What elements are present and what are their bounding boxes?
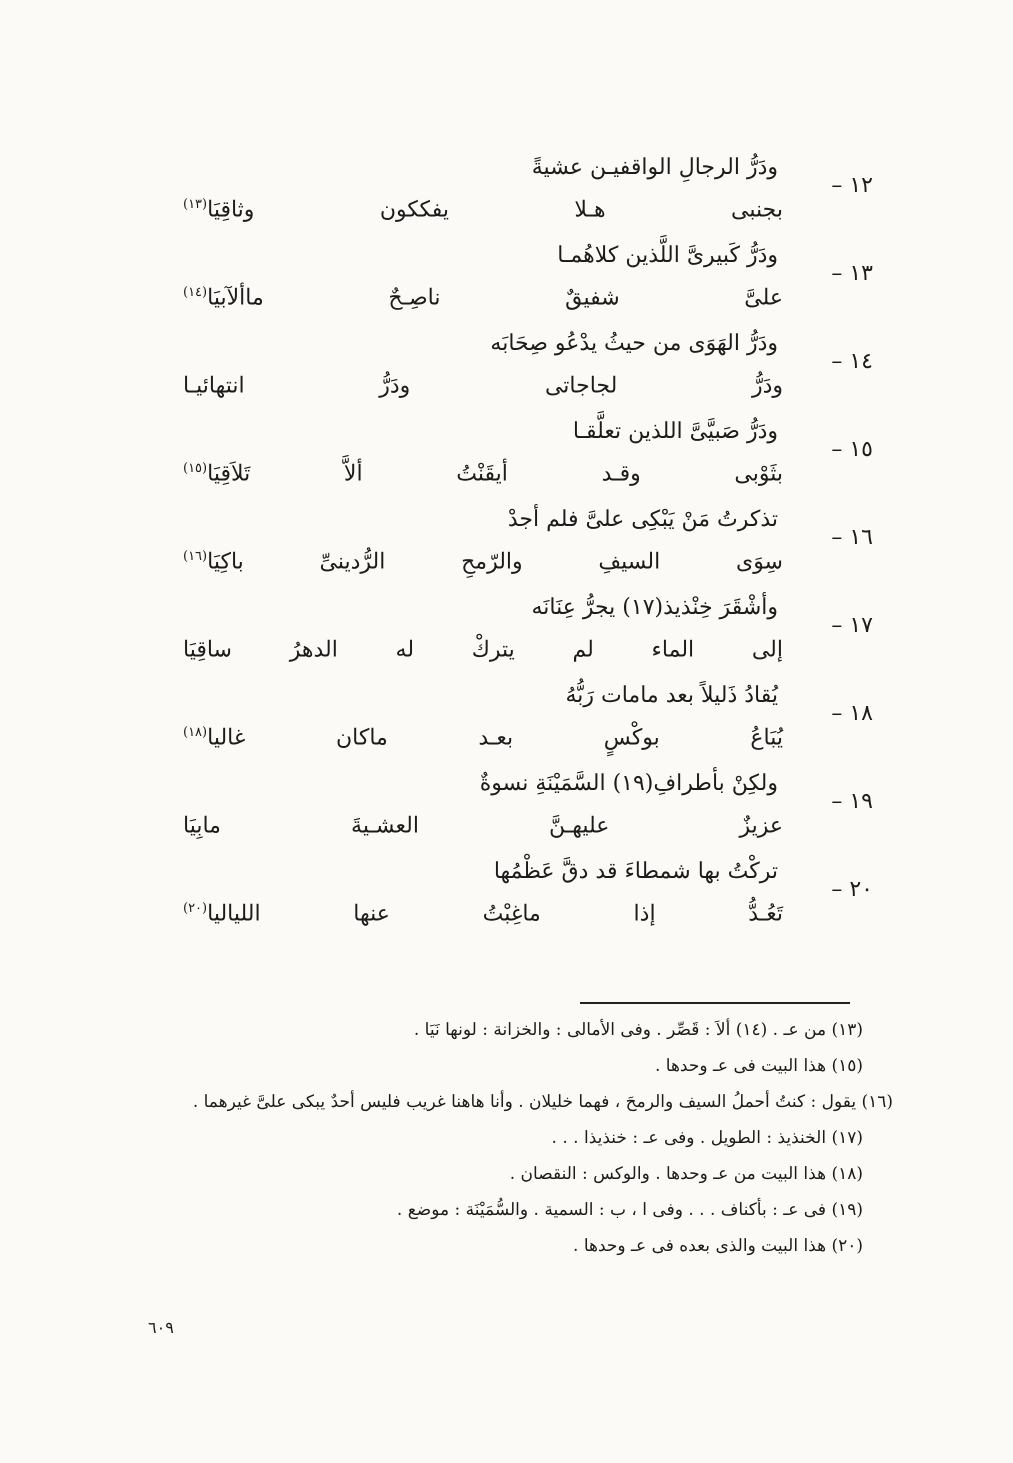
footnote-divider [580,1002,850,1004]
verse-second-hemistich [183,637,783,662]
verse-first-hemistich: وأشْقَرَ خِنْذيذ(١٧) يجرُّ عِنَانَه [531,595,778,620]
verse-second-hemistich [183,549,783,574]
verse-second-hemistich [183,373,783,398]
hemistich-text: بثَوْبى وقـد أيقَنْتُ ألاَّ تَلاَقِيَا [207,461,783,487]
verse-first-hemistich: يُقادُ ذَليلاً بعد مامات رَبُّهُ [565,683,778,708]
verse [163,595,873,683]
verse-first-hemistich: ودَرُّ كَبيرىَّ اللَّذين كلاهُمـا [557,243,778,268]
footnote: (٢٠) هذا البيت والذى بعده فى عـ وحدها . [573,1236,863,1256]
footnote: (١٨) هذا البيت من عـ وحدها . والوكس : النقصان . [509,1164,863,1184]
verse-number: ١٢ – [831,173,873,198]
hemistich-text: عزيزٌ عليهـنَّ العشـيةَ مابِيَا [183,813,783,839]
verse [163,683,873,771]
footnote-ref: (١٥) [183,461,208,476]
footnotes [143,1012,893,1264]
hemistich-text: سِوَى السيفِ والرّمحِ الرُّدينىِّ باكِيَا [207,549,783,575]
verse-number: ٢٠ – [831,877,873,902]
verse-first-hemistich: ودَرُّ الهَوَى من حيثُ يدْعُو صِحَابَه [490,331,778,356]
footnote-ref: (١٤) [183,285,208,300]
verse-number: ١٤ – [831,349,873,374]
footnote-ref: (٢٠) [183,901,208,916]
page-number: ٦٠٩ [148,1318,174,1337]
footnote: (١٣) من عـ . (١٤) ألاَ : قَصِّر . وفى الأمالى : والخزانة : لونها نَيَا . [413,1020,863,1040]
verse-number: ١٧ – [831,613,873,638]
hemistich-text: علىَّ شفيقٌ ناصِـحٌ ماألآبيَا [207,285,783,311]
hemistich-text: إلى الماء لم يتركْ له الدهرُ ساقِيَا [183,637,783,663]
verse [163,859,873,947]
footnote: (١٥) هذا البيت فى عـ وحدها . [654,1056,863,1076]
hemistich-text: تَعُـدُّ إذا ماغِبْتُ عنها اللياليا [207,901,783,927]
verse-second-hemistich [183,813,783,838]
verse-number: ١٣ – [831,261,873,286]
verse-second-hemistich [183,461,783,486]
hemistich-text: يُبَاعُ بوكْسٍ بعـد ماكان غاليا [207,725,783,751]
verse [163,243,873,331]
verse-second-hemistich [183,197,783,222]
verse [163,771,873,859]
verse-first-hemistich: ودَرُّ الرجالِ الواقفيـن عشيةً [531,155,778,180]
verse [163,331,873,419]
verse-second-hemistich [183,901,783,926]
verse-first-hemistich: ولكِنْ بأطرافِ(١٩) السَّمَيْنَةِ نسوةٌ [479,771,778,796]
verse-first-hemistich: تذكرتُ مَنْ يَبْكِى علىَّ فلم أجدْ [507,507,778,532]
verse-first-hemistich: تركْتُ بها شمطاءَ قد دقَّ عَظْمُها [493,859,778,884]
footnote: (١٩) فى عـ : بأكناف . . . وفى ا ، ب : السمية . والسُّمَيْنَة : موضع . [396,1200,863,1220]
verse [163,419,873,507]
poem-verses [163,155,873,947]
verse [163,507,873,595]
verse-second-hemistich [183,725,783,750]
footnote: (١٦) يقول : كنتُ أحملُ السيف والرمحَ ، فهما خليلان . وأنا هاهنا غريب فليس أحدٌ يبكى علىَّ غيرهما . [192,1092,893,1112]
verse-number: ١٩ – [831,789,873,814]
footnote-ref: (١٨) [183,725,208,740]
verse-number: ١٨ – [831,701,873,726]
footnote-ref: (١٣) [183,197,208,212]
verse-number: ١٥ – [831,437,873,462]
verse [163,155,873,243]
footnote: (١٧) الخنذيذ : الطويل . وفى عـ : خنذيذا . . . [551,1128,863,1148]
verse-first-hemistich: ودَرُّ صَبيَّىَّ اللذين تعلَّقـا [572,419,778,444]
footnote-ref: (١٦) [183,549,208,564]
hemistich-text: بجنبى هـلا يفككون وثاقِيَا [207,197,783,223]
hemistich-text: ودَرُّ لجاجاتى ودَرُّ انتهائيـا [183,373,783,399]
verse-number: ١٦ – [831,525,873,550]
verse-second-hemistich [183,285,783,310]
